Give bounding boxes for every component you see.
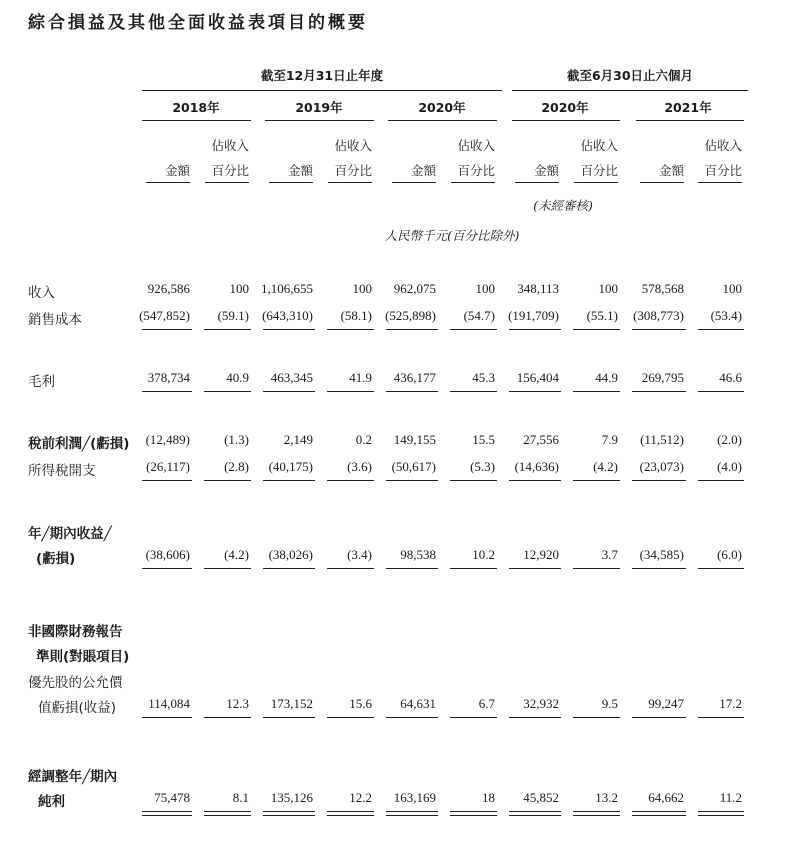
cell-underline [632,568,686,569]
cell-underline [632,717,686,718]
column-header-rule [698,182,742,183]
column-header-rule [640,182,684,183]
year-header: 2021年 [664,100,712,115]
row-label: 銷售成本 [28,312,82,328]
cell-percent: (53.4) [710,308,742,323]
cell-percent: 44.9 [595,370,618,385]
cell-double-underline [698,811,744,816]
year-header: 2020年 [541,100,589,115]
cell-amount: (40,175) [268,459,313,474]
column-header-amount: 金額 [164,163,190,178]
cell-amount: (14,636) [514,459,559,474]
cell-amount: (308,773) [633,308,684,323]
cell-percent: 6.7 [478,696,495,711]
group-rule-interim [512,90,748,91]
cell-amount: 926,586 [147,281,190,296]
cell-amount: (12,489) [145,432,190,447]
cell-amount: 135,126 [270,790,313,805]
column-header-pct-line1: 佔收入 [457,138,495,153]
cell-underline [632,329,686,330]
cell-underline [450,717,497,718]
year-rule [512,120,620,121]
row-label: 非國際財務報告 [28,623,123,640]
cell-amount: 1,106,655 [261,281,313,296]
row-label: 稅前利潤╱(虧損) [28,436,130,452]
cell-amount: (38,026) [268,547,313,562]
cell-percent: (2.0) [717,432,742,447]
cell-amount: (643,310) [262,308,313,323]
cell-amount: 149,155 [393,432,436,447]
column-header-rule [328,182,372,183]
group-rule-annual [142,90,502,91]
column-header-pct-line2: 百分比 [334,163,372,178]
cell-percent: (59.1) [217,308,249,323]
cell-percent: (54.7) [463,308,495,323]
cell-double-underline [573,811,620,816]
cell-underline [509,480,561,481]
cell-double-underline [263,811,315,816]
cell-amount: (11,512) [640,432,684,447]
cell-double-underline [142,811,192,816]
cell-amount: 348,113 [517,281,559,296]
cell-underline [263,329,315,330]
column-header-rule [451,182,495,183]
cell-underline [698,480,744,481]
cell-underline [204,480,251,481]
cell-amount: 578,568 [641,281,684,296]
cell-double-underline [386,811,438,816]
cell-amount: 463,345 [270,370,313,385]
cell-percent: 100 [229,281,249,296]
row-label: 準則(對賬項目) [36,649,130,665]
cell-percent: 15.5 [472,432,495,447]
cell-amount: 45,852 [523,790,559,805]
cell-underline [142,391,192,392]
cell-underline [263,568,315,569]
column-header-amount: 金額 [287,163,313,178]
year-header: 2020年 [418,100,466,115]
cell-percent: 41.9 [349,370,372,385]
cell-underline [386,717,438,718]
cell-percent: 46.6 [719,370,742,385]
cell-underline [327,391,374,392]
cell-double-underline [327,811,374,816]
column-header-rule [574,182,618,183]
cell-amount: 64,631 [400,696,436,711]
cell-underline [263,717,315,718]
cell-amount: 12,920 [523,547,559,562]
cell-amount: (547,852) [139,308,190,323]
cell-underline [698,391,744,392]
column-header-rule [392,182,436,183]
cell-percent: 10.2 [472,547,495,562]
cell-underline [386,391,438,392]
cell-amount: (50,617) [391,459,436,474]
cell-amount: 173,152 [270,696,313,711]
cell-underline [450,391,497,392]
cell-amount: 163,169 [393,790,436,805]
cell-underline [327,717,374,718]
cell-percent: 100 [598,281,618,296]
cell-percent: 0.2 [355,432,372,447]
cell-underline [573,480,620,481]
cell-underline [263,480,315,481]
cell-percent: 8.1 [232,790,249,805]
cell-underline [450,568,497,569]
cell-percent: (4.2) [593,459,618,474]
year-header: 2019年 [295,100,343,115]
cell-amount: 27,556 [523,432,559,447]
cell-amount: (23,073) [639,459,684,474]
cell-underline [509,568,561,569]
cell-underline [263,391,315,392]
column-header-pct-line2: 百分比 [580,163,618,178]
cell-underline [573,568,620,569]
cell-percent: (55.1) [586,308,618,323]
cell-percent: 100 [475,281,495,296]
cell-amount: 156,404 [516,370,559,385]
cell-percent: (58.1) [340,308,372,323]
cell-amount: 962,075 [393,281,436,296]
unaudited-note: (未經審核) [533,198,593,213]
cell-underline [509,717,561,718]
cell-percent: (4.2) [224,547,249,562]
cell-percent: (3.4) [347,547,372,562]
cell-percent: 45.3 [472,370,495,385]
cell-percent: (2.8) [224,459,249,474]
row-label: (虧損) [36,551,76,567]
cell-amount: 269,795 [641,370,684,385]
cell-underline [327,329,374,330]
column-header-rule [269,182,313,183]
cell-underline [204,391,251,392]
cell-underline [632,391,686,392]
cell-percent: (6.0) [717,547,742,562]
row-label: 年╱期內收益╱ [28,525,112,542]
row-label: 優先股的公允價 [28,674,123,691]
cell-percent: 13.2 [595,790,618,805]
column-header-pct-line1: 佔收入 [580,138,618,153]
page-title: 綜合損益及其他全面收益表項目的概要 [28,13,368,33]
cell-double-underline [450,811,497,816]
cell-amount: (525,898) [385,308,436,323]
column-header-rule [515,182,559,183]
cell-underline [698,568,744,569]
cell-amount: (34,585) [639,547,684,562]
cell-percent: 15.6 [349,696,372,711]
row-label: 所得稅開支 [28,463,96,479]
cell-amount: 114,084 [148,696,190,711]
cell-amount: 99,247 [648,696,684,711]
cell-double-underline [509,811,561,816]
cell-amount: 436,177 [393,370,436,385]
group-header-interim: 截至6月30日止六個月 [566,68,694,83]
cell-underline [698,717,744,718]
cell-amount: (38,606) [145,547,190,562]
column-header-pct-line1: 佔收入 [334,138,372,153]
cell-underline [327,568,374,569]
cell-underline [573,329,620,330]
cell-underline [450,329,497,330]
cell-percent: (3.6) [347,459,372,474]
cell-percent: 100 [352,281,372,296]
cell-underline [698,329,744,330]
cell-percent: 3.7 [601,547,618,562]
cell-underline [142,329,192,330]
column-header-pct-line2: 百分比 [704,163,742,178]
column-header-pct-line2: 百分比 [457,163,495,178]
cell-underline [142,480,192,481]
cell-underline [386,480,438,481]
cell-underline [509,391,561,392]
cell-amount: 378,734 [147,370,190,385]
column-header-amount: 金額 [533,163,559,178]
year-rule [388,120,497,121]
column-header-amount: 金額 [658,163,684,178]
cell-percent: (5.3) [470,459,495,474]
year-rule [265,120,374,121]
cell-amount: 2,149 [283,432,313,447]
cell-underline [386,329,438,330]
cell-amount: (26,117) [146,459,190,474]
cell-underline [509,329,561,330]
cell-underline [204,717,251,718]
column-header-amount: 金額 [410,163,436,178]
row-label: 毛利 [28,374,55,390]
year-rule [142,120,251,121]
cell-underline [204,329,251,330]
cell-double-underline [632,811,686,816]
cell-percent: (4.0) [717,459,742,474]
cell-underline [327,480,374,481]
cell-underline [450,480,497,481]
cell-amount: 75,478 [154,790,190,805]
cell-underline [142,568,192,569]
column-header-rule [146,182,190,183]
cell-percent: 9.5 [601,696,618,711]
cell-percent: 17.2 [719,696,742,711]
cell-amount: 32,932 [523,696,559,711]
cell-underline [573,717,620,718]
group-header-annual: 截至12月31日止年度 [260,68,384,83]
cell-underline [142,717,192,718]
cell-percent: 12.2 [349,790,372,805]
currency-note: 人民幣千元(百分比除外) [384,228,520,243]
cell-percent: 18 [482,790,495,805]
year-rule [636,120,744,121]
row-label: 收入 [28,285,55,301]
row-label: 純利 [38,794,65,810]
year-header: 2018年 [172,100,220,115]
column-header-rule [205,182,249,183]
cell-amount: 64,662 [648,790,684,805]
column-header-pct-line2: 百分比 [211,163,249,178]
cell-underline [204,568,251,569]
row-label: 經調整年╱期內 [28,768,118,785]
row-label: 值虧損(收益) [38,700,117,716]
cell-percent: 7.9 [601,432,618,447]
column-header-pct-line1: 佔收入 [211,138,249,153]
cell-percent: (1.3) [224,432,249,447]
cell-percent: 40.9 [226,370,249,385]
cell-percent: 11.2 [719,790,742,805]
cell-percent: 100 [722,281,742,296]
column-header-pct-line1: 佔收入 [704,138,742,153]
cell-underline [632,480,686,481]
cell-double-underline [204,811,251,816]
cell-underline [573,391,620,392]
cell-amount: 98,538 [400,547,436,562]
cell-underline [386,568,438,569]
cell-amount: (191,709) [508,308,559,323]
cell-percent: 12.3 [226,696,249,711]
